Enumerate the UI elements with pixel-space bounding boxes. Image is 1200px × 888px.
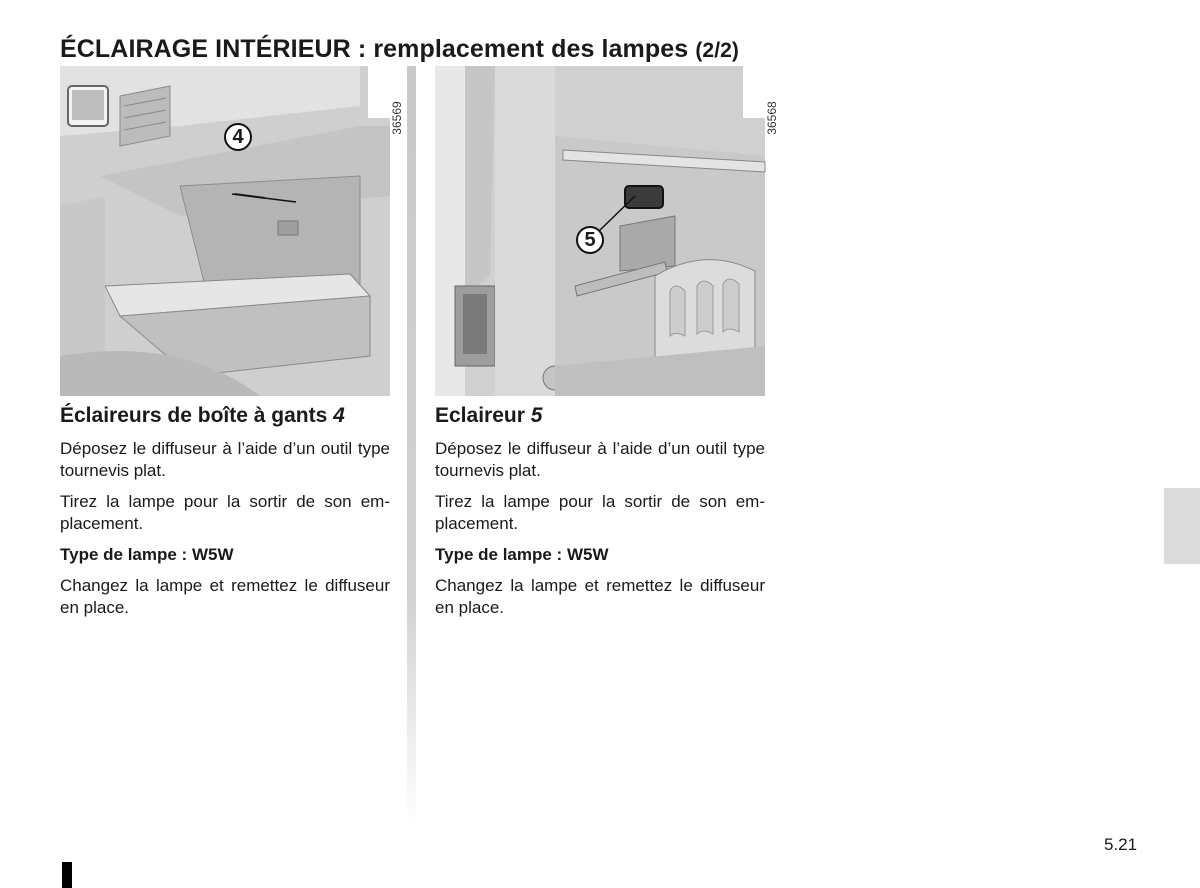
right-column [435, 66, 779, 628]
image-reference-number: 36569 [390, 101, 404, 135]
instruction-paragraph: Tirez la lampe pour la sortir de son emplacement. [435, 492, 765, 533]
heading-ref: 4 [333, 404, 345, 427]
title-main: ÉCLAIRAGE INTÉRIEUR : remplacement des lampes [60, 34, 689, 63]
glovebox-illustration [60, 66, 404, 396]
section-heading-cargo [435, 404, 765, 428]
instruction-paragraph: Déposez le diffuseur à l’aide d’un outil type tournevis plat. [435, 439, 765, 480]
section-tab [1164, 488, 1200, 564]
lamp-type: Type de lampe : W5W [60, 545, 234, 564]
column-divider [407, 66, 416, 826]
page-title [60, 35, 739, 64]
callout-5: 5 [576, 226, 604, 254]
glovebox-drawing [60, 66, 390, 396]
instruction-paragraph: Changez la lampe et remettez le diffuseur en place. [435, 576, 765, 617]
image-reference-number: 36568 [765, 101, 779, 135]
instruction-paragraph: Déposez le diffuseur à l’aide d’un outil type tournevis plat. [60, 439, 390, 480]
title-suffix: (2/2) [695, 38, 740, 62]
heading-text: Eclaireur [435, 404, 525, 427]
section-heading-glovebox [60, 404, 390, 428]
cargo-light-illustration [435, 66, 779, 396]
callout-4: 4 [224, 123, 252, 151]
heading-ref: 5 [530, 404, 543, 427]
image-reference-box [368, 66, 404, 135]
lamp-type: Type de lampe : W5W [435, 545, 609, 564]
page-number: 5.21 [1104, 835, 1138, 854]
instruction-paragraph: Tirez la lampe pour la sortir de son emplacement. [60, 492, 390, 533]
image-reference-box [743, 66, 779, 135]
corner-mark [62, 862, 72, 888]
instruction-paragraph: Changez la lampe et remettez le diffuseur en place. [60, 576, 390, 617]
heading-text: Éclaireurs de boîte à gants [60, 404, 328, 427]
left-column [60, 66, 404, 628]
